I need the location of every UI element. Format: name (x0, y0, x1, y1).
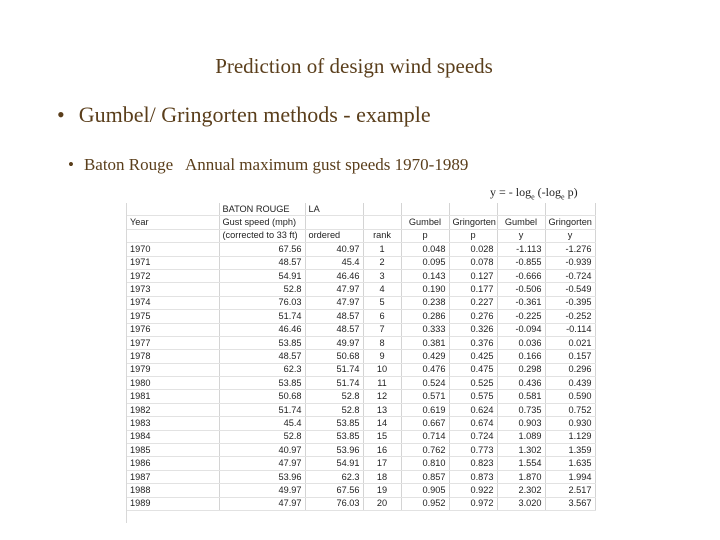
table-cell: 17 (363, 457, 401, 470)
table-cell: 45.4 (305, 256, 363, 269)
table-cell: p (401, 229, 449, 242)
table-row (127, 269, 595, 282)
table-cell: 1.635 (545, 457, 595, 470)
table-cell: 0.127 (449, 269, 497, 282)
table-cell: Year (127, 216, 219, 229)
table-cell: 50.68 (305, 350, 363, 363)
table-cell: 0.021 (545, 336, 595, 349)
table-cell: 18 (363, 470, 401, 483)
table-row (127, 470, 595, 483)
table-cell: 0.298 (497, 363, 545, 376)
table-cell: 0.143 (401, 269, 449, 282)
table-cell: 48.57 (219, 350, 305, 363)
header-row (127, 216, 595, 229)
bullet-text: Gumbel/ Gringorten methods - example (78, 102, 431, 127)
table-cell: 54.91 (305, 457, 363, 470)
table-cell: -0.094 (497, 323, 545, 336)
table-cell: 1987 (127, 470, 219, 483)
bullet-gumbel-gringorten (57, 102, 431, 128)
table-cell: 1988 (127, 484, 219, 497)
table-cell: 53.96 (219, 470, 305, 483)
table-cell: 1.994 (545, 470, 595, 483)
table-cell: 0.048 (401, 243, 449, 256)
table-cell: 48.57 (305, 323, 363, 336)
table-cell: 0.972 (449, 497, 497, 510)
table-cell: 1976 (127, 323, 219, 336)
table-cell: 1982 (127, 403, 219, 416)
table-cell: 20 (363, 497, 401, 510)
table-cell: 0.930 (545, 417, 595, 430)
table-cell: 12 (363, 390, 401, 403)
table-cell (497, 203, 545, 216)
table-cell: 1977 (127, 336, 219, 349)
table-cell: 0.714 (401, 430, 449, 443)
table-cell: 48.57 (219, 256, 305, 269)
table-cell: 1973 (127, 283, 219, 296)
table-cell: 2 (363, 256, 401, 269)
table-row (127, 350, 595, 363)
table-cell: 10 (363, 363, 401, 376)
table-cell: (corrected to 33 ft) (219, 229, 305, 242)
table-cell: 76.03 (219, 296, 305, 309)
table-cell: 53.85 (219, 377, 305, 390)
table-cell: 67.56 (219, 243, 305, 256)
table-cell: 0.429 (401, 350, 449, 363)
table-cell: -0.939 (545, 256, 595, 269)
table-cell: 1970 (127, 243, 219, 256)
table-cell: 0.476 (401, 363, 449, 376)
table-cell: 1980 (127, 377, 219, 390)
table-row (127, 417, 595, 430)
table-cell (545, 203, 595, 216)
table-row (127, 336, 595, 349)
header-row (127, 229, 595, 242)
bullet-text: Baton Rouge Annual maximum gust speeds 1970-1989 (83, 155, 469, 174)
table-cell: y (497, 229, 545, 242)
table-cell: 67.56 (305, 484, 363, 497)
table-cell: 0.439 (545, 377, 595, 390)
table-cell: 1.870 (497, 470, 545, 483)
table-cell: 0.436 (497, 377, 545, 390)
table-cell: 0.667 (401, 417, 449, 430)
table-cell: 1983 (127, 417, 219, 430)
table-cell: 0.028 (449, 243, 497, 256)
table-cell: 0.619 (401, 403, 449, 416)
table-cell: 45.4 (219, 417, 305, 430)
table-cell: 2.517 (545, 484, 595, 497)
header-row (127, 203, 595, 216)
table-cell: -0.666 (497, 269, 545, 282)
table-cell: 8 (363, 336, 401, 349)
table-row (127, 457, 595, 470)
table-cell: 0.823 (449, 457, 497, 470)
table-cell: 0.190 (401, 283, 449, 296)
table-cell: 0.425 (449, 350, 497, 363)
table-cell (305, 216, 363, 229)
table-cell: 0.810 (401, 457, 449, 470)
table-cell: 6 (363, 310, 401, 323)
table-cell: Gringorten (545, 216, 595, 229)
table-cell: 0.166 (497, 350, 545, 363)
table-cell: 0.575 (449, 390, 497, 403)
table-cell: -0.114 (545, 323, 595, 336)
table-cell: 0.326 (449, 323, 497, 336)
table-cell: 62.3 (219, 363, 305, 376)
table-cell: rank (363, 229, 401, 242)
bullet-dot-icon: • (68, 155, 74, 174)
table-cell: 0.177 (449, 283, 497, 296)
table-cell: 62.3 (305, 470, 363, 483)
table-cell: 1979 (127, 363, 219, 376)
table-cell: 3.567 (545, 497, 595, 510)
table-cell: 49.97 (219, 484, 305, 497)
wind-speed-table (127, 203, 596, 511)
table-cell: 0.724 (449, 430, 497, 443)
table-cell: 1.089 (497, 430, 545, 443)
table-cell: 2.302 (497, 484, 545, 497)
table-cell: 0.157 (545, 350, 595, 363)
table-cell: 47.97 (219, 497, 305, 510)
table-cell: 51.74 (305, 377, 363, 390)
table-cell: 0.922 (449, 484, 497, 497)
table-cell: LA (305, 203, 363, 216)
table-cell: 53.96 (305, 444, 363, 457)
table-cell: 14 (363, 417, 401, 430)
reduced-variate-formula (490, 185, 578, 201)
table-cell: 0.333 (401, 323, 449, 336)
table-cell: 53.85 (219, 336, 305, 349)
table-cell: ordered (305, 229, 363, 242)
table-cell: 0.078 (449, 256, 497, 269)
table-cell: 76.03 (305, 497, 363, 510)
table-row (127, 430, 595, 443)
table-row (127, 403, 595, 416)
table-cell: 0.735 (497, 403, 545, 416)
table-cell: 1985 (127, 444, 219, 457)
table-cell: 3.020 (497, 497, 545, 510)
table-cell: 3 (363, 269, 401, 282)
table-cell: 0.590 (545, 390, 595, 403)
table-cell: 0.227 (449, 296, 497, 309)
table-cell: 4 (363, 283, 401, 296)
table-cell: 0.952 (401, 497, 449, 510)
table-cell: 15 (363, 430, 401, 443)
table-cell: 47.97 (305, 296, 363, 309)
table-cell: -0.724 (545, 269, 595, 282)
spreadsheet-table (126, 203, 597, 523)
table-row (127, 390, 595, 403)
table-cell: 1989 (127, 497, 219, 510)
table-row (127, 243, 595, 256)
table-cell: 0.624 (449, 403, 497, 416)
table-cell: 0.752 (545, 403, 595, 416)
table-row (127, 283, 595, 296)
table-row (127, 363, 595, 376)
table-cell: 0.286 (401, 310, 449, 323)
table-cell: 53.85 (305, 430, 363, 443)
table-cell: 46.46 (219, 323, 305, 336)
table-cell: 53.85 (305, 417, 363, 430)
table-cell: -0.855 (497, 256, 545, 269)
table-cell: 0.381 (401, 336, 449, 349)
table-cell: 0.773 (449, 444, 497, 457)
table-cell: -0.549 (545, 283, 595, 296)
table-cell: 0.762 (401, 444, 449, 457)
formula-part: (-log (534, 185, 561, 199)
table-cell (449, 203, 497, 216)
table-cell: 1984 (127, 430, 219, 443)
table-cell: 49.97 (305, 336, 363, 349)
table-cell: 1986 (127, 457, 219, 470)
table-cell: 1.302 (497, 444, 545, 457)
table-cell: 0.873 (449, 470, 497, 483)
table-cell: -0.395 (545, 296, 595, 309)
table-cell: 1975 (127, 310, 219, 323)
table-cell: 40.97 (219, 444, 305, 457)
table-cell (363, 203, 401, 216)
formula-subscript: e (531, 192, 535, 202)
table-cell: 0.581 (497, 390, 545, 403)
table-cell: 11 (363, 377, 401, 390)
table-cell: 0.525 (449, 377, 497, 390)
table-cell: p (449, 229, 497, 242)
slide-title: Prediction of design wind speeds (215, 54, 493, 78)
table-cell: 5 (363, 296, 401, 309)
table-cell: BATON ROUGE (219, 203, 305, 216)
table-cell: 16 (363, 444, 401, 457)
table-cell: Gust speed (mph) (219, 216, 305, 229)
table-cell: 52.8 (219, 283, 305, 296)
table-cell: 1.129 (545, 430, 595, 443)
table-cell: 48.57 (305, 310, 363, 323)
table-cell: 1978 (127, 350, 219, 363)
table-cell: y (545, 229, 595, 242)
table-cell: -1.113 (497, 243, 545, 256)
table-cell: 1 (363, 243, 401, 256)
table-cell: 51.74 (305, 363, 363, 376)
table-cell: 54.91 (219, 269, 305, 282)
table-row (127, 497, 595, 510)
table-row (127, 444, 595, 457)
table-cell: -0.506 (497, 283, 545, 296)
table-row (127, 323, 595, 336)
table-cell: 0.296 (545, 363, 595, 376)
formula-part: y = - log (490, 185, 532, 199)
table-cell: 0.903 (497, 417, 545, 430)
table-cell: 0.857 (401, 470, 449, 483)
table-cell: 0.376 (449, 336, 497, 349)
table-cell (127, 229, 219, 242)
table-row (127, 377, 595, 390)
table-cell: 51.74 (219, 310, 305, 323)
table-cell: 1981 (127, 390, 219, 403)
table-cell: 47.97 (305, 283, 363, 296)
table-row (127, 310, 595, 323)
table-cell: 52.8 (305, 403, 363, 416)
table-cell: 0.674 (449, 417, 497, 430)
table-cell: 0.524 (401, 377, 449, 390)
table-cell: 0.571 (401, 390, 449, 403)
table-cell: 19 (363, 484, 401, 497)
table-cell: 0.276 (449, 310, 497, 323)
table-cell: 0.905 (401, 484, 449, 497)
table-cell: 52.8 (219, 430, 305, 443)
table-cell: -0.252 (545, 310, 595, 323)
table-cell: 1.359 (545, 444, 595, 457)
table-row (127, 484, 595, 497)
table-row (127, 296, 595, 309)
bullet-dot-icon: • (57, 102, 65, 127)
table-cell: -0.225 (497, 310, 545, 323)
table-cell: Gumbel (497, 216, 545, 229)
table-cell: 47.97 (219, 457, 305, 470)
table-cell: 0.036 (497, 336, 545, 349)
table-cell: 46.46 (305, 269, 363, 282)
table-row (127, 256, 595, 269)
table-cell: 0.095 (401, 256, 449, 269)
table-cell: 1971 (127, 256, 219, 269)
formula-part: p) (564, 185, 578, 199)
table-cell: 13 (363, 403, 401, 416)
table-cell: 51.74 (219, 403, 305, 416)
table-cell: 1974 (127, 296, 219, 309)
table-cell: 7 (363, 323, 401, 336)
table-cell: 52.8 (305, 390, 363, 403)
table-cell (401, 203, 449, 216)
table-cell: 9 (363, 350, 401, 363)
table-cell: 40.97 (305, 243, 363, 256)
table-cell: -0.361 (497, 296, 545, 309)
table-cell: 1972 (127, 269, 219, 282)
table-cell: 1.554 (497, 457, 545, 470)
table-cell: -1.276 (545, 243, 595, 256)
table-cell (127, 203, 219, 216)
table-cell: 0.475 (449, 363, 497, 376)
table-cell: 0.238 (401, 296, 449, 309)
formula-subscript: e (561, 192, 565, 202)
bullet-baton-rouge (68, 155, 468, 175)
table-cell: 50.68 (219, 390, 305, 403)
table-cell: Gringorten (449, 216, 497, 229)
table-cell (363, 216, 401, 229)
table-cell: Gumbel (401, 216, 449, 229)
